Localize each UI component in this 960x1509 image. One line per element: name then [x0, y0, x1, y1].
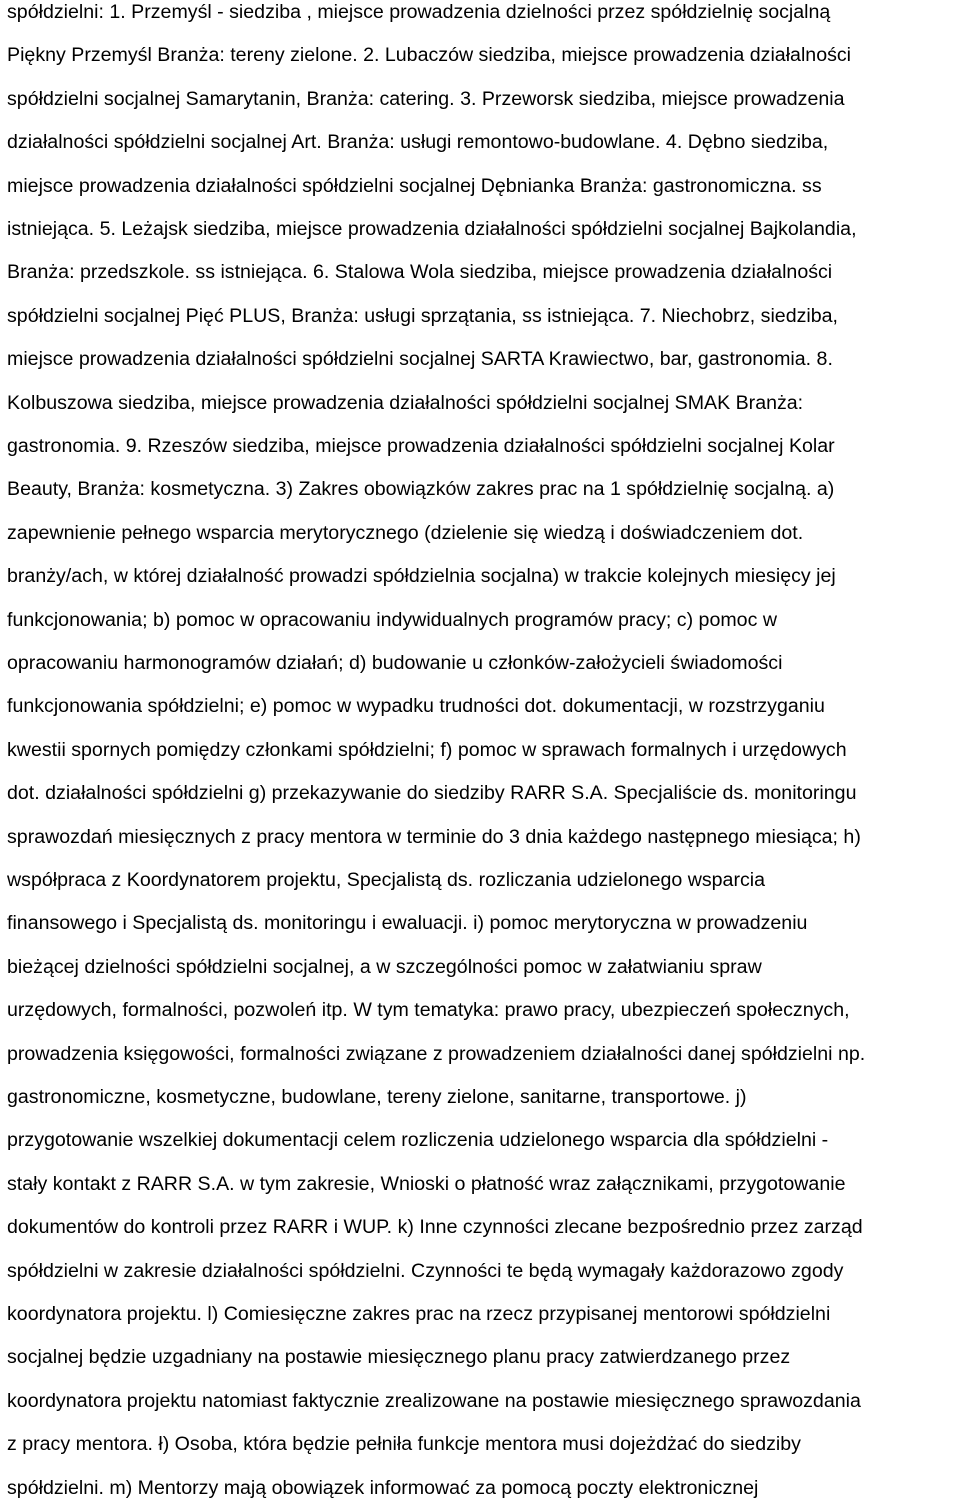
text-line: z pracy mentora. ł) Osoba, która będzie pełniła funkcje mentora musi dojeżdżać do siedziby — [7, 1433, 801, 1455]
text-line: działalności spółdzielni socjalnej Art. Branża: usługi remontowo-budowlane. 4. Dębno siedziba, — [7, 131, 829, 153]
text-line: spółdzielni. m) Mentorzy mają obowiązek informować za pomocą poczty elektronicznej — [7, 1477, 759, 1499]
text-line: miejsce prowadzenia działalności spółdzielni socjalnej SARTA Krawiectwo, bar, gastronomia. 8. — [7, 348, 833, 370]
text-line: socjalnej będzie uzgadniany na postawie miesięcznego planu pracy zatwierdzanego przez — [7, 1346, 791, 1368]
text-line: koordynatora projektu natomiast faktycznie zrealizowane na postawie miesięcznego sprawozdania — [7, 1390, 861, 1412]
text-line: współpraca z Koordynatorem projektu, Specjalistą ds. rozliczania udzielonego wsparcia — [7, 869, 766, 891]
text-line: koordynatora projektu. l) Comiesięczne zakres prac na rzecz przypisanej mentorowi spółdzielni — [7, 1303, 831, 1325]
text-line: gastronomiczne, kosmetyczne, budowlane, tereny zielone, sanitarne, transportowe. j) — [7, 1086, 747, 1108]
text-line: funkcjonowania; b) pomoc w opracowaniu indywidualnych programów pracy; c) pomoc w — [7, 609, 777, 631]
text-line: istniejąca. 5. Leżajsk siedziba, miejsce prowadzenia działalności spółdzielni socjalnej Bajkolandia, — [7, 218, 857, 240]
text-line: finansowego i Specjalistą ds. monitoringu i ewaluacji. i) pomoc merytoryczna w prowadzeniu — [7, 912, 808, 934]
text-line: prowadzenia księgowości, formalności związane z prowadzeniem działalności danej spółdzielni np. — [7, 1043, 866, 1065]
text-line: branży/ach, w której działalność prowadzi spółdzielnia socjalna) w trakcie kolejnych miesięcy jej — [7, 565, 836, 587]
text-line: przygotowanie wszelkiej dokumentacji celem rozliczenia udzielonego wsparcia dla spółdzielni - — [7, 1129, 829, 1151]
text-line: spółdzielni socjalnej Samarytanin, Branża: catering. 3. Przeworsk siedziba, miejsce prowadzenia — [7, 88, 845, 110]
text-line: opracowaniu harmonogramów działań; d) budowanie u członków-założycieli świadomości — [7, 652, 783, 674]
text-line: dokumentów do kontroli przez RARR i WUP. k) Inne czynności zlecane bezpośrednio przez zarząd — [7, 1216, 863, 1238]
text-line: spółdzielni socjalnej Pięć PLUS, Branża: usługi sprzątania, ss istniejąca. 7. Niechobrz, siedziba, — [7, 305, 838, 327]
text-line: Branża: przedszkole. ss istniejąca. 6. Stalowa Wola siedziba, miejsce prowadzenia działalności — [7, 261, 833, 283]
text-line: gastronomia. 9. Rzeszów siedziba, miejsce prowadzenia działalności spółdzielni socjalnej Kolar — [7, 435, 835, 457]
text-line: miejsce prowadzenia działalności spółdzielni socjalnej Dębnianka Branża: gastronomiczna. ss — [7, 175, 822, 197]
text-line: urzędowych, formalności, pozwoleń itp. W tym tematyka: prawo pracy, ubezpieczeń społecznych, — [7, 999, 850, 1021]
text-line: dot. działalności spółdzielni g) przekazywanie do siedziby RARR S.A. Specjaliście ds. monitoringu — [7, 782, 857, 804]
text-line: spółdzielni w zakresie działalności spółdzielni. Czynności te będą wymagały każdorazowo zgody — [7, 1260, 844, 1282]
text-line: spółdzielni: 1. Przemyśl - siedziba , miejsce prowadzenia dzielności przez spółdzielnię socjalną — [7, 1, 831, 23]
text-line: Beauty, Branża: kosmetyczna. 3) Zakres obowiązków zakres prac na 1 spółdzielnię socjalną. a) — [7, 478, 835, 500]
text-line: Kolbuszowa siedziba, miejsce prowadzenia działalności spółdzielni socjalnej SMAK Branża: — [7, 392, 804, 414]
text-line: kwestii spornych pomiędzy członkami spółdzielni; f) pomoc w sprawach formalnych i urzędowych — [7, 739, 847, 761]
text-line: sprawozdań miesięcznych z pracy mentora w terminie do 3 dnia każdego następnego miesiąca; h) — [7, 826, 861, 848]
text-line: zapewnienie pełnego wsparcia merytorycznego (dzielenie się wiedzą i doświadczeniem dot. — [7, 522, 804, 544]
text-line: bieżącej dzielności spółdzielni socjalnej, a w szczególności pomoc w załatwianiu spraw — [7, 956, 762, 978]
text-line: stały kontakt z RARR S.A. w tym zakresie, Wnioski o płatność wraz załącznikami, przygotowanie — [7, 1173, 846, 1195]
text-line: funkcjonowania spółdzielni; e) pomoc w wypadku trudności dot. dokumentacji, w rozstrzyganiu — [7, 695, 825, 717]
text-line: Piękny Przemyśl Branża: tereny zielone. 2. Lubaczów siedziba, miejsce prowadzenia działalności — [7, 44, 852, 66]
